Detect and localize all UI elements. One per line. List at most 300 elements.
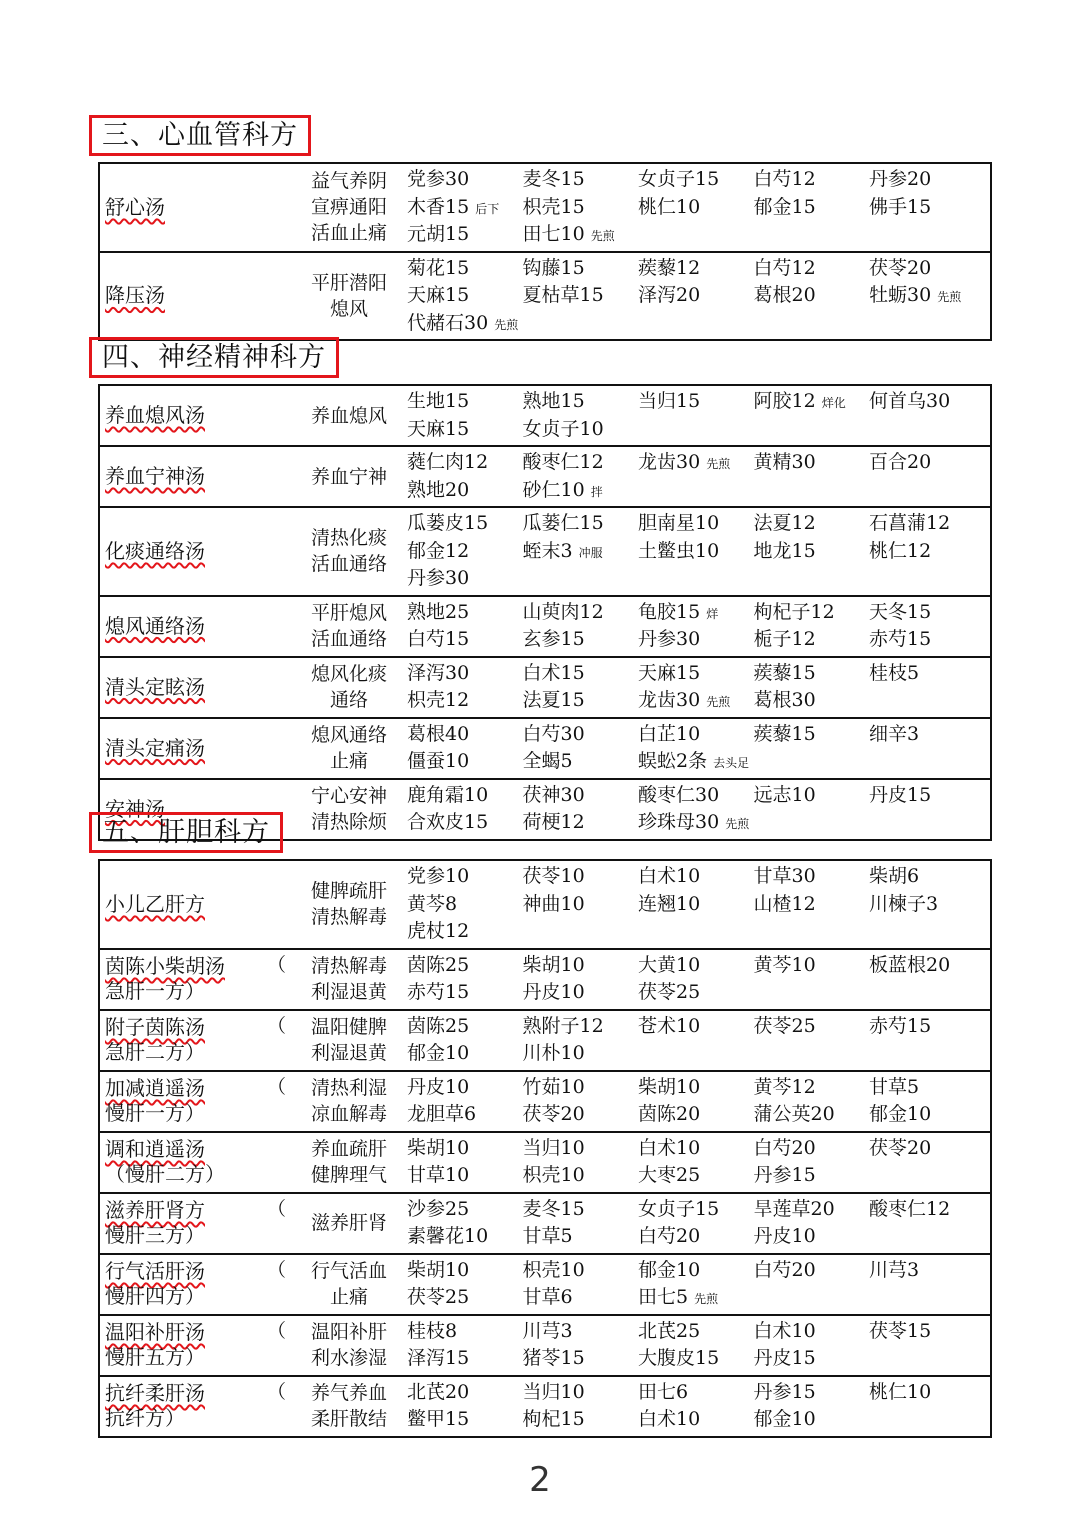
herb-item [638, 1135, 754, 1163]
herb-name-dose: 神曲10 [522, 892, 585, 915]
herb-name-dose: 合欢皮15 [407, 811, 489, 833]
herb-prep-note: 先煎 [725, 817, 750, 831]
herb-item [523, 1040, 639, 1068]
formula-function-line: 通络 [329, 689, 368, 711]
herb-item [407, 1284, 523, 1312]
herb-item [869, 721, 985, 749]
herb-item [869, 388, 985, 416]
herb-item [523, 1406, 639, 1434]
herb-item [869, 782, 985, 810]
herb-item [523, 952, 639, 980]
formula-function-line: 健脾理气 [310, 1164, 387, 1186]
herb-item [523, 687, 639, 715]
formula-row [99, 1376, 991, 1437]
herb-grid [407, 950, 990, 1009]
herb-item [523, 1162, 639, 1190]
formula-row [99, 1193, 991, 1254]
herb-name-dose: 何首乌30 [869, 390, 951, 412]
formula-name-cell [99, 1132, 291, 1193]
herb-item [754, 1257, 870, 1285]
formula-function-cell [291, 657, 407, 718]
formula-function-line: 熄风通络 [310, 724, 387, 746]
herb-name-dose: 天冬15 [869, 600, 932, 623]
formula-herbs-cell [407, 1010, 991, 1071]
herb-grid [407, 719, 990, 778]
formula-herbs-cell [407, 1254, 991, 1315]
herb-name-dose: 枳壳12 [407, 689, 470, 711]
formula-name: 温阳补肝汤 [105, 1320, 205, 1344]
herb-name-dose: 枳壳10 [522, 1258, 585, 1281]
herb-item [869, 1013, 985, 1041]
herb-name-dose: 细辛3 [869, 722, 920, 745]
herb-item [407, 255, 523, 283]
formula-row [99, 252, 991, 341]
formula-row [99, 163, 991, 252]
herb-item [523, 1074, 639, 1102]
herb-name-dose: 木香15 [407, 195, 470, 218]
herb-name-dose: 丹皮15 [869, 783, 932, 806]
herb-name-dose: 川芎3 [869, 1258, 920, 1281]
herb-item [754, 1074, 870, 1102]
herb-item [869, 891, 985, 919]
herb-name-dose: 大腹皮15 [638, 1347, 720, 1369]
formula-function-line: 利湿退黄 [310, 981, 387, 1003]
formula-row [99, 860, 991, 949]
herb-name-dose: 丹参15 [753, 1380, 816, 1403]
herb-name-dose: 白术10 [753, 1319, 816, 1342]
formula-name-cell [99, 1193, 291, 1254]
herb-item [754, 891, 870, 919]
herb-name-dose: 女贞子15 [638, 1197, 720, 1220]
herb-name-dose: 天麻15 [407, 284, 470, 306]
formula-name: 加减逍遥汤 [105, 1076, 205, 1100]
herb-item [869, 599, 985, 627]
herb-item [523, 979, 639, 1007]
herb-name-dose: 北芪25 [638, 1319, 701, 1342]
herb-name-dose: 蒺藜15 [753, 661, 816, 684]
formula-function-cell [291, 446, 407, 507]
herb-item [754, 388, 870, 416]
formula-herbs-cell [407, 596, 991, 657]
herb-item [523, 538, 639, 566]
herb-name-dose: 桂枝5 [869, 661, 920, 684]
formula-function-cell [291, 1193, 407, 1254]
formula-function-line: 行气活血 [310, 1260, 387, 1282]
herb-item [638, 748, 754, 776]
herb-name-dose: 丹参30 [638, 628, 701, 650]
herb-item [754, 538, 870, 566]
herb-item [754, 1318, 870, 1346]
herb-item [638, 1101, 754, 1129]
herb-name-dose: 川芎3 [522, 1319, 573, 1342]
herb-name-dose: 柴胡10 [407, 1136, 470, 1159]
herb-name-dose: 白芍15 [407, 628, 470, 650]
formula-function-cell [291, 163, 407, 252]
herb-item [869, 952, 985, 980]
herb-item [754, 255, 870, 283]
herb-item [407, 1013, 523, 1041]
herb-item [523, 782, 639, 810]
herb-item [869, 1135, 985, 1163]
formula-function-cell [291, 1071, 407, 1132]
herb-item [869, 660, 985, 688]
herb-item [407, 687, 523, 715]
herb-name-dose: 枳壳10 [522, 1164, 585, 1186]
herb-prep-note: 冲服 [578, 545, 603, 560]
herb-item [754, 166, 870, 194]
formula-herbs-cell [407, 385, 991, 446]
herb-name-dose: 丹参30 [407, 567, 470, 589]
formula-name-cell [99, 949, 291, 1010]
herb-name-dose: 板蓝根20 [869, 953, 951, 976]
herb-name-dose: 田七6 [638, 1380, 689, 1403]
formula-row [99, 1132, 991, 1193]
herb-item [869, 1196, 985, 1224]
herb-item [638, 660, 754, 688]
herb-item [523, 863, 639, 891]
herb-name-dose: 远志10 [753, 783, 816, 806]
formula-name-subtitle: 慢肝三方） [105, 1223, 205, 1247]
herb-name-dose: 北芪20 [407, 1380, 470, 1403]
herb-name-dose: 白术10 [638, 865, 701, 887]
herb-item [407, 565, 523, 593]
herb-name-dose: 党参10 [407, 865, 470, 887]
herb-item [523, 388, 639, 416]
herb-name-dose: 茯神30 [522, 783, 585, 806]
herb-name-dose: 丹皮10 [522, 981, 585, 1003]
herb-grid [407, 1133, 990, 1192]
herb-name-dose: 夏枯草15 [522, 284, 604, 306]
formula-name: 茵陈小柴胡汤 [105, 954, 225, 978]
herb-grid [407, 164, 990, 251]
formula-function-line: 益气养阴 [310, 170, 387, 193]
herb-item [523, 1379, 639, 1407]
herb-grid [407, 1316, 990, 1375]
formula-name-subtitle: 慢肝一方） [105, 1101, 205, 1125]
herb-name-dose: 僵蚕10 [407, 750, 470, 772]
herb-item [523, 748, 639, 776]
herb-item [638, 282, 754, 310]
herb-name-dose: 黄精30 [753, 451, 816, 473]
formula-function-line: 活血止痛 [310, 222, 387, 245]
herb-name-dose: 女贞子10 [522, 417, 604, 440]
herb-name-dose: 柴胡6 [869, 865, 920, 887]
herb-name-dose: 石菖蒲12 [869, 512, 951, 534]
herb-item [869, 449, 985, 477]
formula-name-cell [99, 1376, 291, 1437]
herb-item [869, 626, 985, 654]
page-number: 2 [529, 1460, 551, 1500]
herb-item [407, 1406, 523, 1434]
formula-herbs-cell [407, 1315, 991, 1376]
herb-item [754, 1223, 870, 1251]
herb-name-dose: 茯苓25 [407, 1286, 470, 1308]
formula-herbs-cell [407, 1132, 991, 1193]
section-title-hepatobiliary: 五、肝胆科方 [89, 812, 283, 853]
herb-name-dose: 茯苓20 [869, 1136, 932, 1159]
formula-name: 清头定痛汤 [105, 735, 205, 760]
herb-name-dose: 苍术10 [638, 1014, 701, 1037]
herb-item [638, 599, 754, 627]
herb-item [754, 863, 870, 891]
formula-row [99, 1010, 991, 1071]
herb-prep-note: 先煎 [706, 457, 731, 471]
herb-name-dose: 瓜蒌皮15 [407, 512, 489, 534]
herb-item [407, 1040, 523, 1068]
formula-row [99, 507, 991, 596]
herb-name-dose: 赤芍15 [869, 628, 932, 650]
formula-function-line: 活血通络 [310, 553, 387, 576]
formula-herbs-cell [407, 1193, 991, 1254]
herb-item [407, 782, 523, 810]
formula-function-line: 柔肝散结 [310, 1408, 387, 1430]
herb-name-dose: 赤芍15 [407, 981, 470, 1003]
formula-name-cell [99, 1071, 291, 1132]
herb-name-dose: 全蝎5 [522, 750, 573, 772]
herb-item [869, 538, 985, 566]
herb-item [754, 449, 870, 477]
herb-item [754, 687, 870, 715]
herb-name-dose: 茵陈25 [407, 1014, 470, 1037]
herb-item [523, 194, 639, 222]
formula-function-cell [291, 1132, 407, 1193]
herb-name-dose: 蛭末3 [522, 539, 573, 562]
herb-item [754, 510, 870, 538]
herb-name-dose: 代赭石30 [407, 311, 489, 334]
herb-item [407, 166, 523, 194]
herb-name-dose: 生地15 [407, 390, 470, 412]
herb-item [407, 538, 523, 566]
herb-name-dose: 山萸肉12 [522, 600, 604, 623]
formula-function-line: 养血宁神 [310, 465, 387, 488]
herb-item [407, 891, 523, 919]
herb-item [407, 194, 523, 222]
herb-name-dose: 茯苓20 [869, 256, 932, 279]
formula-herbs-cell [407, 860, 991, 949]
herb-name-dose: 甘草5 [522, 1225, 573, 1247]
herb-name-dose: 桃仁10 [638, 195, 701, 218]
herb-item [523, 1318, 639, 1346]
herb-item [407, 952, 523, 980]
herb-name-dose: 白芍20 [753, 1258, 816, 1281]
herb-prep-note: 先煎 [706, 695, 731, 709]
herb-item [638, 194, 754, 222]
formula-function-line: 熄风化痰 [310, 663, 387, 685]
herb-name-dose: 白芍12 [753, 168, 816, 190]
herb-item [523, 1196, 639, 1224]
formula-name-paren: （ [267, 1075, 287, 1098]
herb-name-dose: 白芍12 [753, 256, 816, 279]
herb-name-dose: 丹皮15 [753, 1347, 816, 1369]
herb-name-dose: 枳壳15 [522, 195, 585, 218]
herb-name-dose: 旱莲草20 [753, 1197, 835, 1220]
herb-item [638, 891, 754, 919]
formula-table-neuro [98, 384, 992, 841]
formula-function-cell [291, 596, 407, 657]
herb-item [638, 388, 754, 416]
herb-item [407, 1379, 523, 1407]
herb-item [869, 863, 985, 891]
herb-name-dose: 泽泻15 [407, 1347, 470, 1369]
herb-item [638, 166, 754, 194]
formula-name: 清头定眩汤 [105, 674, 205, 699]
formula-name: 养血宁神汤 [105, 464, 205, 488]
herb-item [638, 952, 754, 980]
herb-item [754, 194, 870, 222]
herb-name-dose: 郁金10 [407, 1042, 470, 1064]
formula-herbs-cell [407, 446, 991, 507]
formula-name-subtitle: 抗纤方） [105, 1406, 185, 1430]
herb-item [869, 1318, 985, 1346]
herb-name-dose: 甘草6 [522, 1286, 573, 1308]
herb-item [754, 599, 870, 627]
herb-name-dose: 土鳖虫10 [638, 539, 720, 562]
formula-name: 舒心汤 [105, 194, 165, 219]
herb-item [638, 1257, 754, 1285]
formula-function-line: 养血疏肝 [310, 1138, 387, 1160]
formula-function-line: 清热除烦 [310, 811, 387, 833]
herb-item [523, 477, 639, 505]
herb-grid [407, 1377, 990, 1436]
herb-name-dose: 牡蛎30 [869, 284, 932, 306]
herb-item [869, 255, 985, 283]
formula-herbs-cell [407, 657, 991, 718]
herb-item [407, 748, 523, 776]
herb-item [638, 510, 754, 538]
herb-item [407, 1135, 523, 1163]
formula-function-line: 清热解毒 [310, 955, 387, 977]
herb-name-dose: 泽泻30 [407, 661, 470, 684]
herb-grid [407, 508, 990, 595]
herb-item [523, 1101, 639, 1129]
herb-name-dose: 茯苓25 [638, 981, 701, 1003]
herb-item [523, 166, 639, 194]
herb-name-dose: 当归10 [522, 1136, 585, 1159]
formula-name: 小儿乙肝方 [105, 891, 205, 916]
herb-name-dose: 茵陈25 [407, 953, 470, 976]
formula-function-line: 止痛 [329, 1286, 368, 1308]
formula-function-cell [291, 1315, 407, 1376]
formula-name-paren: （ [267, 1258, 287, 1281]
herb-name-dose: 党参30 [407, 168, 470, 190]
herb-prep-note: 拌 [590, 484, 603, 499]
herb-item [407, 477, 523, 505]
herb-name-dose: 桃仁10 [869, 1380, 932, 1403]
herb-name-dose: 元胡15 [407, 223, 470, 245]
formula-function-line: 养气养血 [310, 1382, 387, 1404]
formula-name: 附子茵陈汤 [105, 1015, 205, 1039]
herb-name-dose: 蒺藜12 [638, 256, 701, 279]
herb-item [523, 721, 639, 749]
herb-item [523, 809, 639, 837]
formula-name: 滋养肝肾方 [105, 1198, 205, 1222]
herb-item [638, 979, 754, 1007]
herb-item [638, 449, 754, 477]
herb-name-dose: 蒺藜15 [753, 722, 816, 745]
herb-name-dose: 天麻15 [407, 417, 470, 440]
formula-name: 化痰通络汤 [105, 538, 205, 563]
herb-name-dose: 沙参25 [407, 1197, 470, 1220]
formula-function-line: 健脾疏肝 [310, 880, 387, 903]
herb-grid [407, 597, 990, 656]
formula-row [99, 1071, 991, 1132]
herb-name-dose: 蒲公英20 [753, 1103, 835, 1125]
formula-name-subtitle: 慢肝五方） [105, 1345, 205, 1369]
herb-item [407, 416, 523, 444]
herb-name-dose: 酸枣仁12 [522, 451, 604, 473]
herb-name-dose: 甘草10 [407, 1164, 470, 1186]
herb-item [638, 863, 754, 891]
herb-item [523, 660, 639, 688]
herb-item [523, 449, 639, 477]
formula-row [99, 1254, 991, 1315]
formula-row [99, 949, 991, 1010]
herb-grid [407, 861, 990, 948]
herb-item [869, 282, 985, 310]
herb-name-dose: 蕤仁肉12 [407, 451, 489, 473]
herb-name-dose: 柴胡10 [522, 953, 585, 976]
herb-name-dose: 丹皮10 [753, 1225, 816, 1247]
herb-item [407, 979, 523, 1007]
formula-function-line: 凉血解毒 [310, 1103, 387, 1125]
formula-name-cell [99, 657, 291, 718]
herb-name-dose: 黄芩8 [407, 892, 458, 915]
herb-name-dose: 地龙15 [753, 539, 816, 562]
herb-grid [407, 1255, 990, 1314]
herb-name-dose: 熟地15 [522, 390, 585, 412]
herb-name-dose: 瓜蒌仁15 [522, 512, 604, 534]
herb-name-dose: 素馨花10 [407, 1225, 489, 1247]
formula-row [99, 596, 991, 657]
herb-name-dose: 虎杖12 [407, 920, 470, 942]
herb-grid [407, 1072, 990, 1131]
herb-grid [407, 1194, 990, 1253]
herb-item [523, 510, 639, 538]
herb-item [407, 221, 523, 249]
formula-name-cell [99, 718, 291, 779]
herb-name-dose: 法夏15 [522, 689, 585, 711]
herb-name-dose: 龟胶15 [638, 600, 701, 623]
herb-name-dose: 佛手15 [869, 195, 932, 218]
herb-name-dose: 麦冬15 [522, 168, 585, 190]
formula-name-cell [99, 1315, 291, 1376]
herb-name-dose: 白芍30 [522, 722, 585, 745]
formula-name: 调和逍遥汤 [105, 1137, 205, 1161]
herb-item [754, 1101, 870, 1129]
formula-row [99, 385, 991, 446]
formula-row [99, 657, 991, 718]
formula-function-line: 利水渗湿 [310, 1347, 387, 1369]
herb-item [638, 1345, 754, 1373]
formula-function-line: 滋养肝肾 [310, 1212, 387, 1234]
herb-item [407, 510, 523, 538]
herb-name-dose: 麦冬15 [522, 1197, 585, 1220]
herb-name-dose: 葛根20 [753, 284, 816, 306]
herb-name-dose: 丹参15 [753, 1164, 816, 1186]
herb-item [407, 282, 523, 310]
herb-item [407, 310, 523, 338]
herb-item [638, 255, 754, 283]
herb-name-dose: 赤芍15 [869, 1014, 932, 1037]
formula-name-paren: （ [267, 953, 287, 976]
herb-name-dose: 茵陈20 [638, 1103, 701, 1125]
herb-item [754, 626, 870, 654]
herb-name-dose: 砂仁10 [522, 478, 585, 501]
herb-item [523, 416, 639, 444]
herb-name-dose: 枸杞15 [522, 1408, 585, 1430]
herb-name-dose: 郁金15 [753, 195, 816, 218]
herb-item [638, 1379, 754, 1407]
